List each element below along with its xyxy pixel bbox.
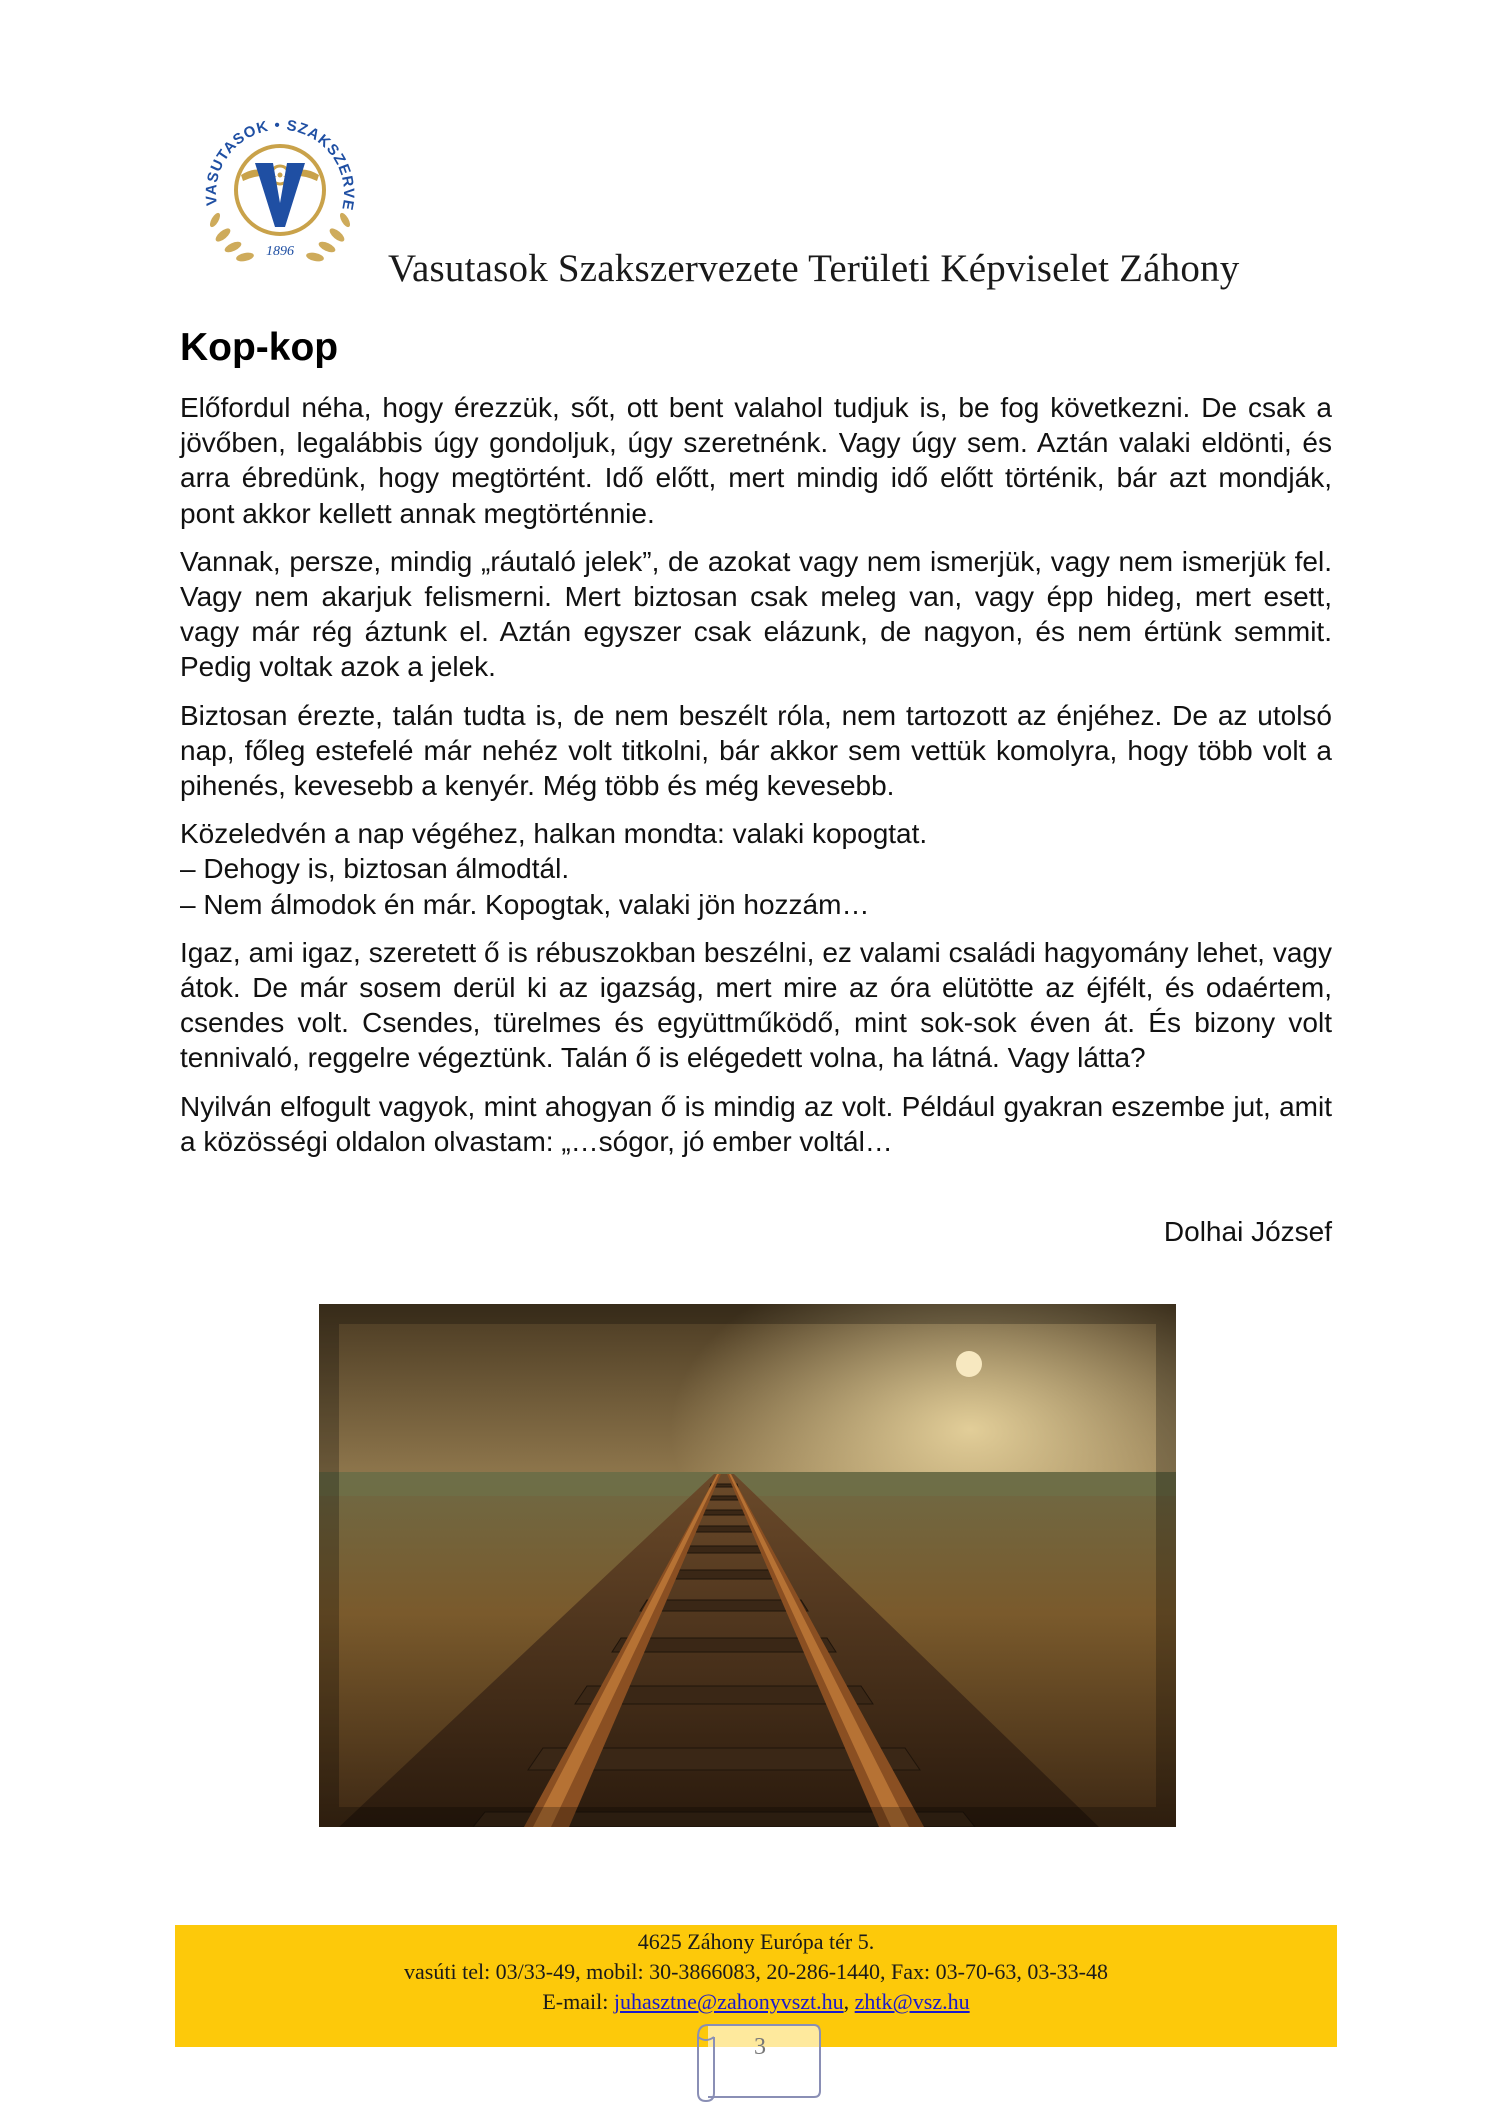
logo-year: 1896: [266, 244, 294, 259]
union-logo: [185, 95, 375, 280]
article-body: [180, 390, 1332, 1172]
paragraph: Biztosan érezte, talán tudta is, de nem beszélt róla, nem tartozott az énjéhez. De az utolsó nap, főleg estefelé már nehéz volt titkolni, bár akkor sem vettük komolyra, hogy több volt a pihenés, kevesebb a kenyér. Még több és még kevesebb.: [180, 699, 1332, 802]
paragraph: Nyilván elfogult vagyok, mint ahogyan ő is mindig az volt. Például gyakran eszembe jut, amit a közösségi oldalon olvastam: „…sógor, jó ember voltál…: [180, 1090, 1332, 1157]
footer-address: 4625 Záhony Európa tér 5.: [637, 1929, 875, 1954]
footer-email-label: E-mail:: [542, 1989, 609, 2014]
email-separator: ,: [843, 1989, 850, 2014]
paragraph: Előfordul néha, hogy érezzük, sőt, ott bent valahol tudjuk is, be fog következni. De csak a jövőben, legalábbis úgy gondoljuk, úgy szeretnénk. Vagy úgy sem. Aztán valaki eldönti, és arra ébredünk, hogy megtörtént. Idő előtt, mert mindig idő előtt történik, bár azt mondják, pont akkor kellett annak megtörténnie.: [180, 392, 1332, 529]
railway-track-image: [319, 1304, 1176, 1827]
paragraph: Igaz, ami igaz, szeretett ő is rébuszokban beszélni, ez valami családi hagyomány lehet, vagy átok. De már sosem derül ki az igazság, mert mire az óra elütötte az éjfélt, és odaértem, csendes volt. Csendes, türelmes és együttműködő, mint sok-sok éven át. És bizony volt tennivaló, reggelre végeztünk. Talán ő is elégedett volna, ha látná. Vagy látta?: [180, 936, 1332, 1074]
article-title: Kop-kop: [180, 326, 339, 369]
paragraph: Vannak, persze, mindig „ráutaló jelek”, de azokat vagy nem ismerjük, vagy nem ismerjük fel. Vagy nem akarjuk felismerni. Mert biztosan csak meleg van, vagy épp hideg, mert esett, vagy már rég áztunk el. Aztán egyszer csak elázunk, de nagyon, és nem értünk semmit. Pedig voltak azok a jelek.: [180, 545, 1332, 683]
logo-ring-text: VASUTASOK • SZAKSZERVE: [202, 116, 358, 213]
union-emblem-icon: [185, 95, 375, 280]
dialog-line: – Nem álmodok én már. Kopogtak, valaki jön hozzám…: [180, 888, 870, 920]
footer-email-line: [175, 1989, 1337, 2015]
dialog-line: – Dehogy is, biztosan álmodtál.: [180, 853, 570, 885]
email-link-zhtk[interactable]: zhtk@vsz.hu: [854, 1989, 970, 2014]
dialog-line: Közeledvén a nap végéhez, halkan mondta: valaki kopogtat.: [180, 818, 928, 850]
footer-phones: vasúti tel: 03/33-49, mobil: 30-3866083, 20-286-1440, Fax: 03-70-63, 03-33-48: [404, 1959, 1108, 1984]
page-number: 3: [754, 2034, 766, 2060]
email-link-juhasztne[interactable]: juhasztne@zahonyvszt.hu: [613, 1989, 844, 2014]
railway-photo: [319, 1304, 1176, 1827]
dialog-block: [180, 816, 1332, 922]
organization-title: Vasutasok Szakszervezete Területi Képviselet Záhony: [388, 247, 1240, 290]
article-author: Dolhai József: [1163, 1216, 1332, 1247]
